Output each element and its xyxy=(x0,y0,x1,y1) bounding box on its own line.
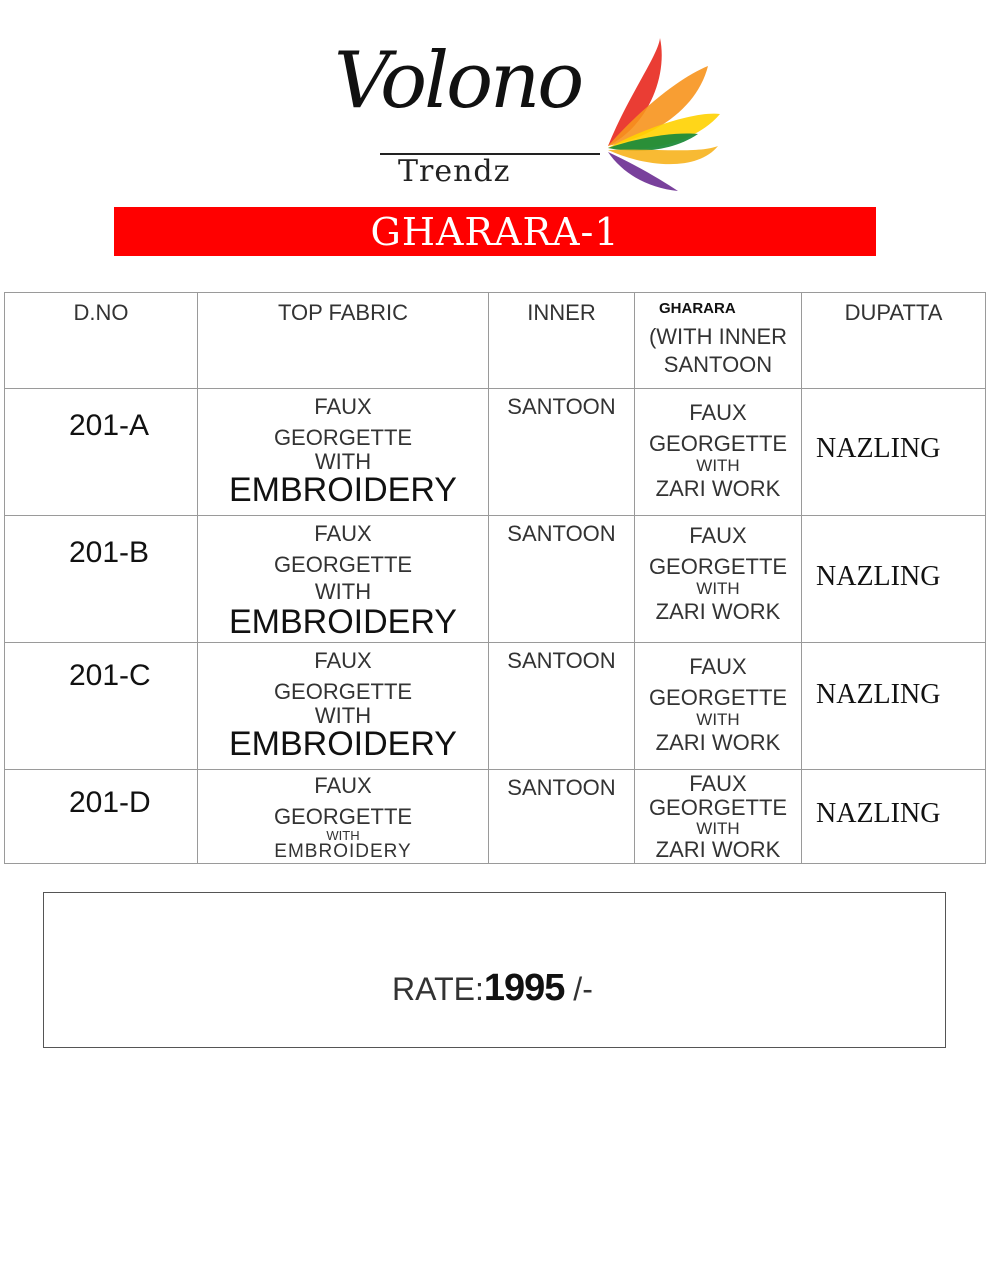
rate-label: RATE: xyxy=(392,971,484,1007)
rate-box xyxy=(43,892,946,1048)
leaf-emblem-icon xyxy=(588,36,728,196)
brand-name: Volono xyxy=(334,36,582,126)
row-a-top-fabric: FAUX GEORGETTE WITH EMBROIDERY xyxy=(197,388,489,516)
rate-line xyxy=(392,967,593,1010)
row-b-dno: 201-B xyxy=(4,515,198,643)
row-d-top-fabric: FAUX GEORGETTE WITH EMBROIDERY xyxy=(197,769,489,864)
product-table xyxy=(4,292,986,864)
row-c-top-fabric: FAUX GEORGETTE WITH EMBROIDERY xyxy=(197,642,489,770)
header-top-fabric: TOP FABRIC xyxy=(197,292,489,389)
row-d-dno: 201-D xyxy=(4,769,198,864)
row-b-inner: SANTOON xyxy=(488,515,635,643)
row-c-dupatta: NAZLING xyxy=(801,642,986,770)
rate-suffix: /- xyxy=(564,971,593,1007)
row-c-gharara: FAUX GEORGETTE WITH ZARI WORK xyxy=(634,642,802,770)
header-inner: INNER xyxy=(488,292,635,389)
row-a-dupatta: NAZLING xyxy=(801,388,986,516)
row-a-dno: 201-A xyxy=(4,388,198,516)
row-d-inner: SANTOON xyxy=(488,769,635,864)
header-dupatta: DUPATTA xyxy=(801,292,986,389)
row-c-inner: SANTOON xyxy=(488,642,635,770)
row-d-dupatta: NAZLING xyxy=(801,769,986,864)
row-b-top-fabric: FAUX GEORGETTE WITH EMBROIDERY xyxy=(197,515,489,643)
header-gharara: GHARARA (WITH INNER SANTOON xyxy=(634,292,802,389)
rate-value: 1995 xyxy=(483,967,565,1009)
row-b-dupatta: NAZLING xyxy=(801,515,986,643)
row-a-inner: SANTOON xyxy=(488,388,635,516)
brand-logo xyxy=(330,36,730,196)
row-d-gharara: FAUX GEORGETTE WITH ZARI WORK xyxy=(634,769,802,864)
row-b-gharara: FAUX GEORGETTE WITH ZARI WORK xyxy=(634,515,802,643)
row-c-dno: 201-C xyxy=(4,642,198,770)
header-dno: D.NO xyxy=(4,292,198,389)
title-banner xyxy=(114,207,876,256)
row-a-gharara: FAUX GEORGETTE WITH ZARI WORK xyxy=(634,388,802,516)
brand-tagline: Trendz xyxy=(398,154,511,189)
catalog-title: GHARARA-1 xyxy=(370,209,620,254)
